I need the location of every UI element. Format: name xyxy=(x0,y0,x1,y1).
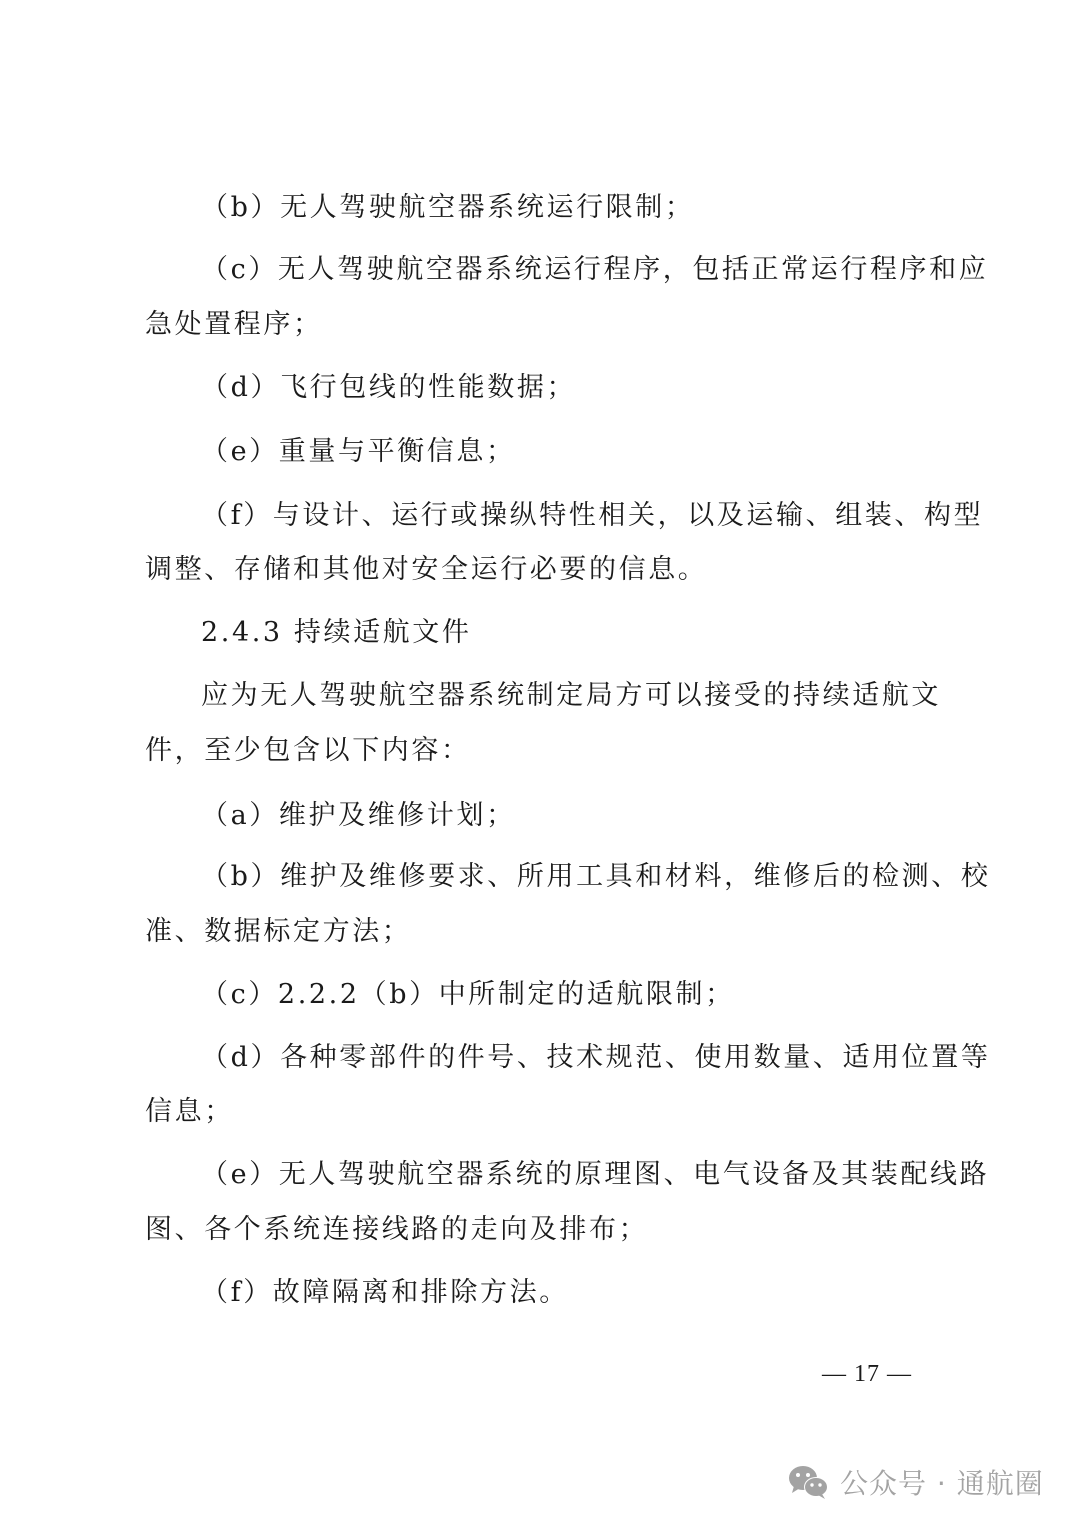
list-item-b-continuation: 准、数据标定方法； xyxy=(145,916,412,947)
list-item-e-schematics: （e）无人驾驶航空器系统的原理图、电气设备及其装配线路 xyxy=(201,1159,990,1190)
page-number: — 17 — xyxy=(822,1361,912,1387)
section-heading-2-4-3: 2.4.3 持续适航文件 xyxy=(201,617,472,648)
list-item-d-continuation: 信息； xyxy=(145,1096,234,1127)
list-item-a-maintenance-plan: （a）维护及维修计划； xyxy=(201,800,516,831)
paragraph-continuation: 件，至少包含以下内容： xyxy=(145,735,471,766)
watermark-text: 公众号 · 通航圈 xyxy=(840,1467,1044,1500)
list-item-e-continuation: 图、各个系统连接线路的走向及排布； xyxy=(145,1214,649,1245)
list-item-c-operating-procedures: （c）无人驾驶航空器系统运行程序，包括正常运行程序和应 xyxy=(201,254,989,285)
list-item-f-continuation: 调整、存储和其他对安全运行必要的信息。 xyxy=(145,554,708,585)
list-item-b-operating-limits: （b）无人驾驶航空器系统运行限制； xyxy=(201,192,695,223)
list-item-f-design-info: （f）与设计、运行或操纵特性相关，以及运输、组装、构型 xyxy=(201,500,984,531)
wechat-icon xyxy=(788,1464,830,1500)
watermark xyxy=(788,1460,1044,1504)
list-item-d-flight-envelope: （d）飞行包线的性能数据； xyxy=(201,372,577,403)
list-item-c-continuation: 急处置程序； xyxy=(145,309,323,340)
list-item-c-airworthiness-limits: （c）2.2.2（b）中所制定的适航限制； xyxy=(201,979,735,1010)
list-item-e-weight-balance: （e）重量与平衡信息； xyxy=(201,436,516,467)
list-item-f-fault-isolation: （f）故障隔离和排除方法。 xyxy=(201,1277,569,1308)
list-item-d-part-numbers: （d）各种零部件的件号、技术规范、使用数量、适用位置等 xyxy=(201,1042,991,1073)
paragraph-continued-airworthiness: 应为无人驾驶航空器系统制定局方可以接受的持续适航文 xyxy=(201,680,941,711)
list-item-b-maintenance-requirements: （b）维护及维修要求、所用工具和材料，维修后的检测、校 xyxy=(201,861,991,892)
